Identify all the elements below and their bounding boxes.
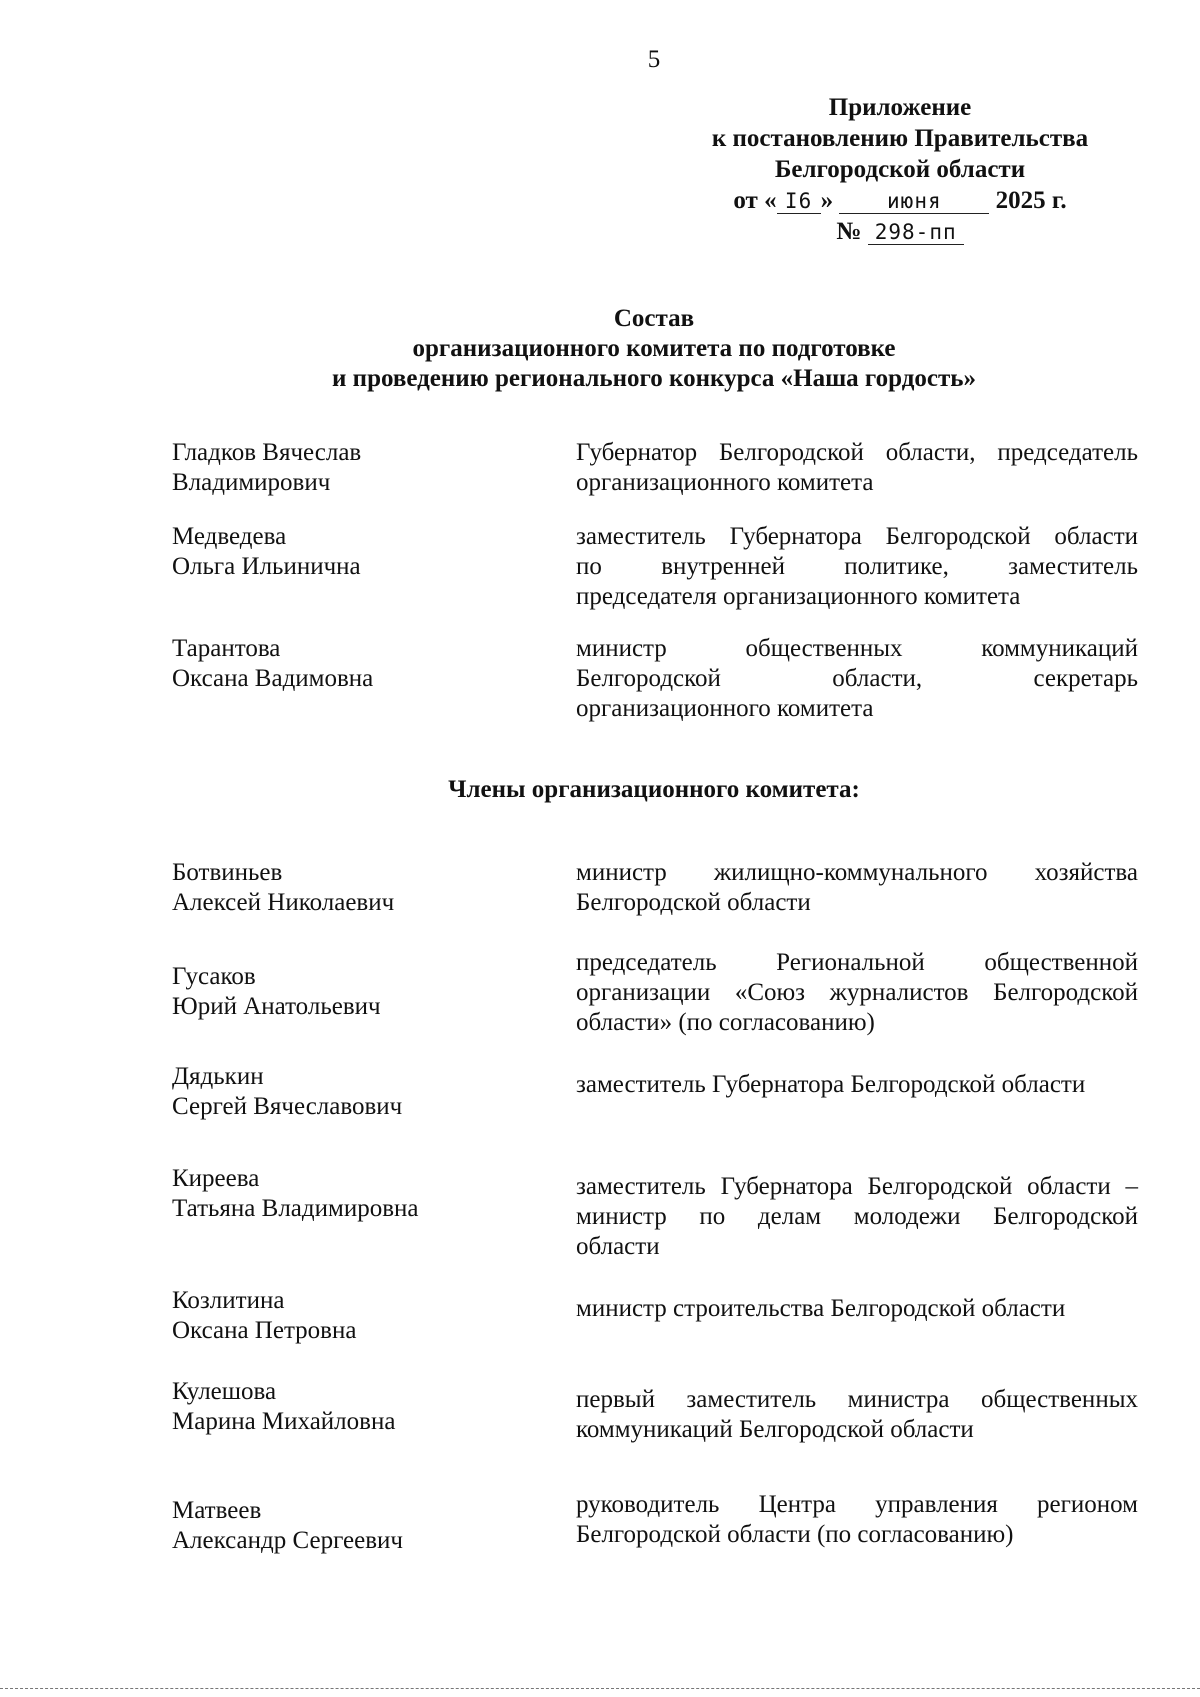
member-given-names: Оксана Вадимовна <box>172 665 374 692</box>
date-year: 2025 г. <box>995 187 1067 214</box>
member-role <box>576 948 1138 1038</box>
member-given-names: Алексей Николаевич <box>172 889 395 916</box>
number-value: 298-пп <box>868 220 964 245</box>
role-line: министр жилищно-коммунального хозяйства <box>576 859 1138 886</box>
date-prefix: от « <box>733 187 777 214</box>
member-role <box>576 634 1138 724</box>
role-line: области <box>576 1233 660 1260</box>
member-surname: Кулешова <box>172 1378 277 1405</box>
role-line: по внутренней политике, заместитель <box>576 553 1138 580</box>
appendix-reference: к постановлению Правительства <box>711 125 1089 152</box>
role-line: организационного комитета <box>576 695 874 722</box>
scan-edge-line <box>0 1688 1200 1689</box>
role-line: председателя организационного комитета <box>576 583 1021 610</box>
role-line: председатель Региональной общественной <box>576 949 1138 976</box>
member-given-names: Юрий Анатольевич <box>172 993 381 1020</box>
role-line: руководитель Центра управления регионом <box>576 1491 1138 1518</box>
member-name <box>172 858 532 918</box>
member-surname: Дядькин <box>172 1063 264 1090</box>
role-line: Белгородской области <box>576 889 811 916</box>
role-line: области» (по согласованию) <box>576 1009 875 1036</box>
appendix-title: Приложение <box>828 94 972 121</box>
member-role <box>576 522 1138 612</box>
role-line: заместитель Губернатора Белгородской области <box>576 1071 1086 1098</box>
appendix-region: Белгородской области <box>774 156 1026 183</box>
member-name <box>172 522 532 582</box>
member-given-names: Марина Михайловна <box>172 1408 396 1435</box>
member-surname: Матвеев <box>172 1497 262 1524</box>
appendix-number <box>700 216 1100 247</box>
member-surname: Тарантова <box>172 635 281 662</box>
role-line: Губернатор Белгородской области, председатель <box>576 439 1138 466</box>
title-line-2: организационного комитета по подготовке <box>412 335 896 362</box>
role-line: организации «Союз журналистов Белгородской <box>576 979 1138 1006</box>
number-prefix: № <box>836 218 862 245</box>
member-role <box>576 1172 1138 1262</box>
role-line: заместитель Губернатора Белгородской области – <box>576 1173 1138 1200</box>
date-quote-close: » <box>820 187 834 214</box>
member-given-names: Владимирович <box>172 469 331 496</box>
member-given-names: Татьяна Владимировна <box>172 1195 419 1222</box>
role-line: Белгородской области, секретарь <box>576 665 1138 692</box>
member-surname: Киреева <box>172 1165 260 1192</box>
member-surname: Гусаков <box>172 963 256 990</box>
member-surname: Гладков Вячеслав <box>172 439 362 466</box>
role-line: организационного комитета <box>576 469 874 496</box>
role-line: Белгородской области (по согласованию) <box>576 1521 1014 1548</box>
date-month: июня <box>839 189 989 214</box>
member-given-names: Александр Сергеевич <box>172 1527 403 1554</box>
member-role <box>576 858 1138 918</box>
member-surname: Медведева <box>172 523 287 550</box>
title-line-1: Состав <box>613 305 695 332</box>
role-line: министр строительства Белгородской области <box>576 1295 1066 1322</box>
appendix-date <box>700 185 1100 216</box>
member-name <box>172 1164 532 1224</box>
member-given-names: Сергей Вячеславович <box>172 1093 403 1120</box>
member-name <box>172 1377 532 1437</box>
role-line: коммуникаций Белгородской области <box>576 1416 974 1443</box>
appendix-header <box>700 92 1100 247</box>
member-role <box>576 1385 1138 1445</box>
member-surname: Козлитина <box>172 1287 285 1314</box>
member-role <box>576 1070 1138 1100</box>
date-day: I6 <box>777 189 821 214</box>
role-line: первый заместитель министра общественных <box>576 1386 1138 1413</box>
member-name <box>172 634 532 694</box>
member-given-names: Оксана Петровна <box>172 1317 357 1344</box>
member-role <box>576 1294 1138 1324</box>
member-given-names: Ольга Ильинична <box>172 553 361 580</box>
member-role <box>576 438 1138 498</box>
page-number: 5 <box>647 46 661 73</box>
member-name <box>172 1062 532 1122</box>
member-surname: Ботвиньев <box>172 859 283 886</box>
members-heading: Члены организационного комитета: <box>448 776 860 803</box>
role-line: министр по делам молодежи Белгородской <box>576 1203 1138 1230</box>
member-name <box>172 1286 532 1346</box>
role-line: заместитель Губернатора Белгородской области <box>576 523 1138 550</box>
member-name <box>172 438 532 498</box>
member-role <box>576 1490 1138 1550</box>
role-line: министр общественных коммуникаций <box>576 635 1138 662</box>
member-name <box>172 1496 532 1556</box>
member-name <box>172 962 532 1022</box>
title-line-3: и проведению регионального конкурса «Наша гордость» <box>332 365 976 392</box>
document-title <box>0 304 1200 394</box>
